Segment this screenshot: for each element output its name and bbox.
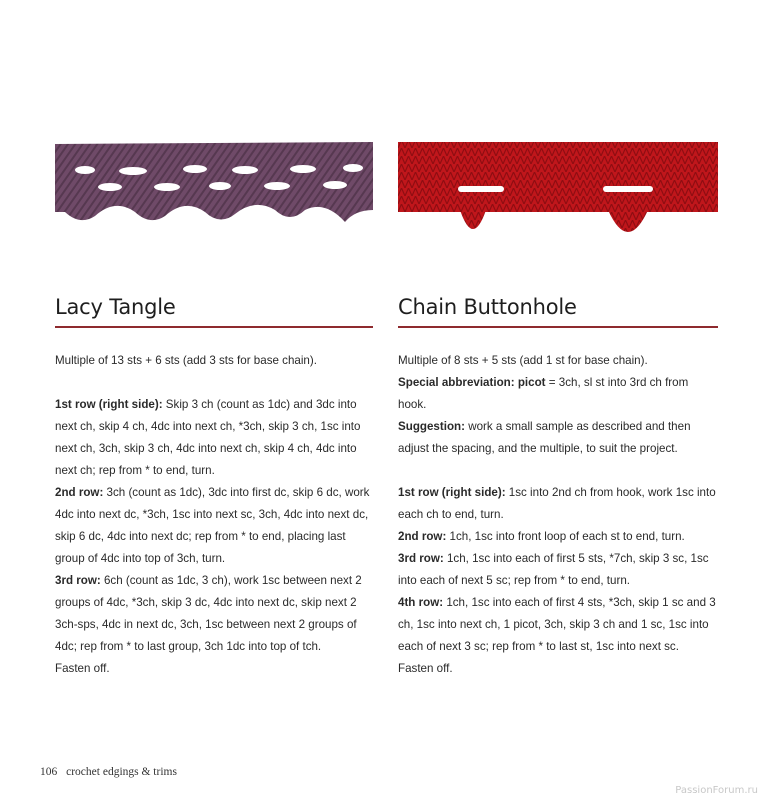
lacy-tangle-swatch-image (55, 140, 373, 235)
lacy-tangle-section (55, 290, 373, 680)
lacy-row-2: 2nd row: 3ch (count as 1dc), 3dc into first dc, skip 6 dc, work 4dc into next dc, *3ch, 1sc into next sc, 3ch, 4dc into next dc, skip 6 dc, 4dc into next dc; rep from * to end, placing last group of 4dc into top of 3ch, turn. (55, 486, 370, 565)
lacy-tangle-title: Lacy Tangle (55, 295, 176, 319)
chain-row-3: 3rd row: 1ch, 1sc into each of first 5 sts, *7ch, skip 3 sc, 1sc into each of next 5 sc; rep from * to end, turn. (398, 552, 709, 587)
chain-buttonhole-section (398, 290, 718, 680)
chain-row-4: 4th row: 1ch, 1sc into each of first 4 sts, *3ch, skip 1 sc and 3 ch, 1sc into next ch, 1 picot, 3ch, skip 3 ch and 1 sc, 1sc into each of next 3 sc; rep from * to last st, 1sc into next sc. (398, 596, 716, 653)
chain-buttonhole-title: Chain Buttonhole (398, 295, 577, 319)
title-rule (55, 326, 373, 328)
chain-special-abbreviation: Special abbreviation: picot = 3ch, sl st into 3rd ch from hook. (398, 376, 689, 411)
page-footer (40, 766, 177, 778)
chain-suggestion: Suggestion: work a small sample as described and then adjust the spacing, and the multiple, to suit the project. (398, 420, 691, 455)
page-number: 106 (40, 766, 58, 778)
title-rule (398, 326, 718, 328)
chain-multiple: Multiple of 8 sts + 5 sts (add 1 st for base chain). (398, 354, 648, 367)
chain-row-2: 2nd row: 1ch, 1sc into front loop of each st to end, turn. (398, 530, 685, 543)
lacy-fasten-off: Fasten off. (55, 662, 110, 675)
chain-row-1: 1st row (right side): 1sc into 2nd ch from hook, work 1sc into each ch to end, turn. (398, 486, 716, 521)
watermark: PassionForum.ru (675, 785, 758, 796)
chain-buttonhole-swatch-image (398, 140, 718, 252)
lacy-tangle-multiple: Multiple of 13 sts + 6 sts (add 3 sts for base chain). (55, 354, 317, 367)
lacy-row-1: 1st row (right side): Skip 3 ch (count as 1dc) and 3dc into next ch, skip 4 ch, 4dc into next ch, *3ch, skip 3 ch, 1sc into next ch, 3ch, skip 3 ch, 4dc into next ch, skip 4 ch, 4dc into next ch; rep from * to end, turn. (55, 398, 361, 477)
book-title: crochet edgings & trims (66, 766, 177, 778)
lacy-row-3: 3rd row: 6ch (count as 1dc, 3 ch), work 1sc between next 2 groups of 4dc, *3ch, skip 3 dc, 4dc into next dc, skip next 2 3ch-sps, 4dc in next dc, 3ch, 1sc between next 2 groups of 4dc; rep from * to last group, 3ch 1dc into top of tch. (55, 574, 362, 653)
chain-fasten-off: Fasten off. (398, 662, 453, 675)
